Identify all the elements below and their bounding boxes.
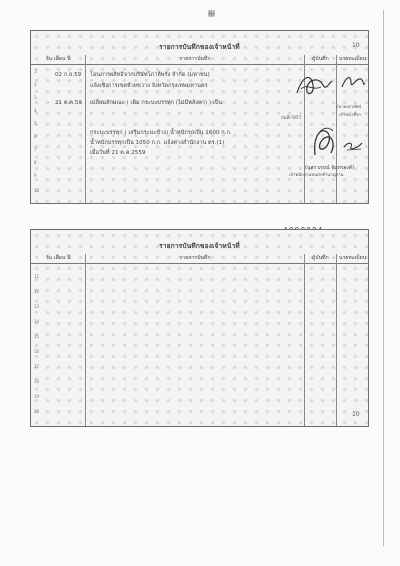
row-number: 2 [34, 82, 37, 87]
row-number: 11 [34, 274, 40, 279]
entry-date: 21 ต.ค.59 [55, 100, 82, 106]
row-number: 17 [34, 364, 40, 369]
header-entry: รายการบันทึก [179, 56, 211, 62]
row-number: 3 [34, 95, 37, 100]
row-number: 18 [34, 379, 40, 384]
page-number: 10 [352, 42, 360, 49]
header-registrar: นายทะเบียน [338, 56, 367, 62]
row-number: 4 [34, 108, 37, 113]
recorder-role: เจ้าพนักงานขนส่งชำนาญงาน [289, 173, 344, 178]
page-number: 10 [352, 411, 360, 418]
recorder-name: (นุสราภรณ์ จันทรจงค์) [305, 165, 355, 171]
column-divider [85, 254, 86, 426]
entry-line: เปลี่ยนลักษณะ ( เดิม กระบะบรรทุก (ไม่มีหลังคา) ) เป็น [90, 100, 223, 106]
stamp-text: เจ้าหน้าที่รถ [339, 112, 361, 117]
row-number: 20 [34, 409, 40, 414]
registrar-signature-2 [341, 137, 365, 153]
row-number: 13 [34, 304, 40, 309]
row-number: 16 [34, 349, 40, 354]
row-number: 9 [34, 173, 37, 178]
entry-line: โอนภารผสิทธิจากบริษัทโภาลีพรั่ง จำกัด (มหาชน) [90, 72, 210, 78]
row-number: 8 [34, 160, 37, 165]
header-divider [31, 64, 368, 65]
recorder-signature-2 [309, 125, 339, 161]
header-date: วัน เดือน ปี [45, 255, 71, 261]
row-number: 19 [34, 394, 40, 399]
record-sheet-2 [30, 229, 369, 427]
header-registrar: นายทะเบียน [338, 255, 367, 261]
header-date: วัน เดือน ปี [45, 56, 71, 62]
corner-mark: ฽ [208, 10, 215, 18]
header-recorder: ผู้บันทึก [312, 56, 329, 62]
entry-line: เมื่อวันที่ 21 ต.ค.2559 [90, 150, 146, 156]
row-number: 12 [34, 289, 40, 294]
row-number: 6 [34, 134, 37, 139]
entry-line: แจ้งเชิงการเขตห้วยขวาง จังหวัดกรุงเทพมหานคร [90, 83, 208, 89]
header-divider [31, 263, 368, 264]
column-divider [304, 254, 305, 426]
sheet-title: รายการบันทึกของเจ้าหน้าที่ [159, 43, 240, 51]
registrar-signature-1 [339, 71, 367, 93]
row-number: 15 [34, 334, 40, 339]
column-divider [336, 254, 337, 426]
row-number: 5 [34, 121, 37, 126]
column-divider [85, 55, 86, 203]
row-number: 7 [34, 147, 37, 152]
recorder-signature-1 [293, 71, 335, 101]
entry-line: น้ำหนักบรรทุกเป็น 1050 ก.ก. แจ้งต่างสำนักงาน ตร.(1) [90, 140, 225, 146]
record-sheet-1 [30, 30, 369, 204]
row-number: 10 [34, 188, 40, 193]
sheet-title: รายการบันทึกของเจ้าหน้าที่ [159, 242, 240, 250]
header-entry: รายการบันทึก [179, 255, 211, 261]
stamp-text: (นายเท่าเทิศ) [337, 104, 362, 109]
row-number: 1 [34, 69, 37, 74]
header-recorder: ผู้บันทึก [312, 255, 329, 261]
stamp-text: บันทึกให้ไว้ [281, 115, 302, 120]
entry-date: 02 ก.ย.59 [55, 72, 82, 78]
row-number: 14 [34, 319, 40, 324]
entry-line: กระบะบรรทุก ( เสริมกระบะข้าง) น้ำหนักรถเป็น 1600 ก.ก. [90, 130, 232, 136]
page-edge-line [383, 10, 384, 546]
